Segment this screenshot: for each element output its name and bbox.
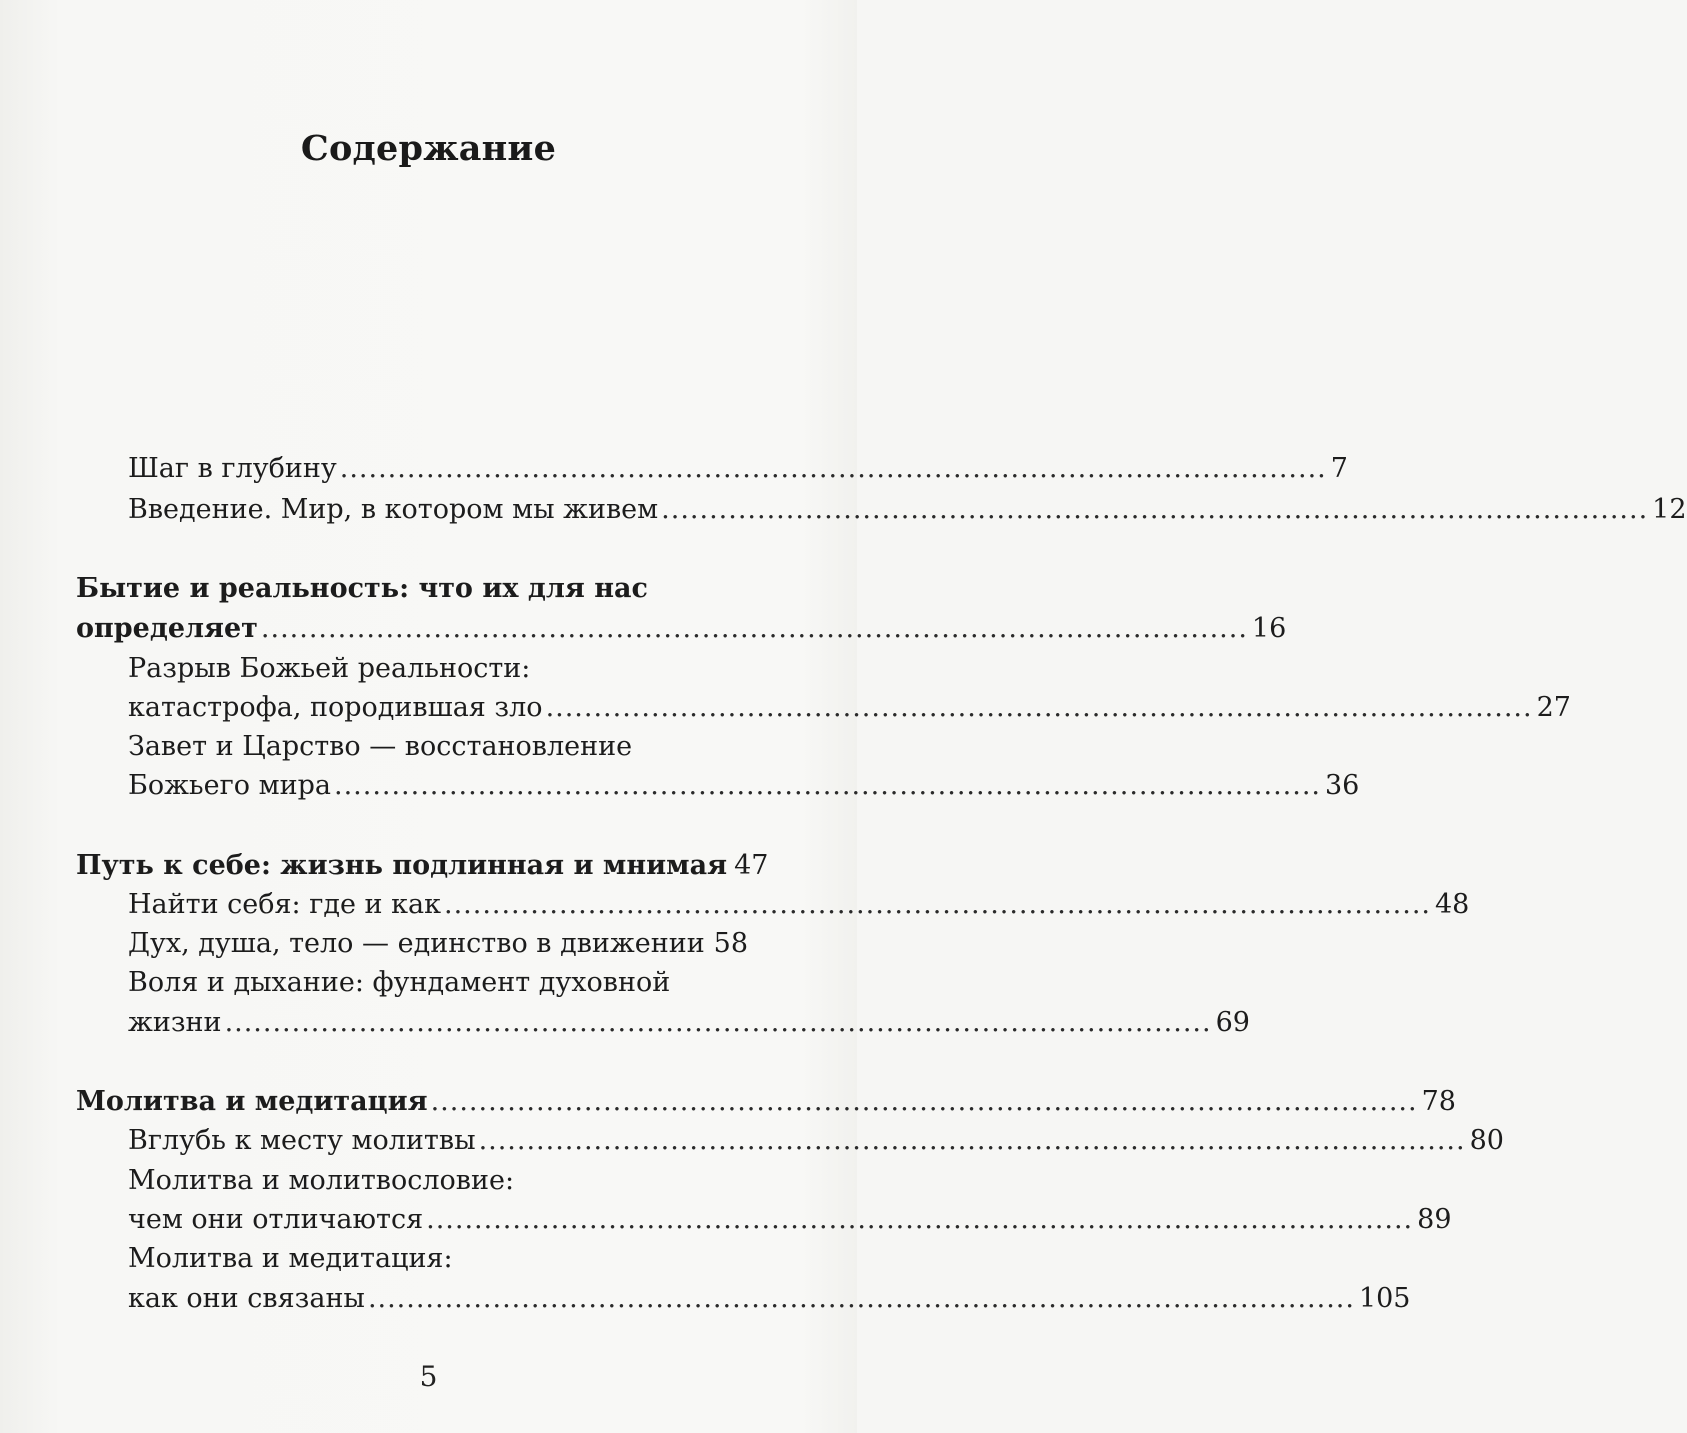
toc-section-title-line: Бытие и реальность: что их для нас	[76, 573, 648, 604]
toc-leader-dots: .......................................................................................................	[339, 453, 1327, 484]
toc-entry-page: 105	[1358, 1283, 1411, 1314]
toc-section-entry	[76, 1086, 1456, 1120]
toc-leader-dots: .......................................................................................................	[545, 692, 1533, 723]
toc-entry-page: 48	[1434, 889, 1470, 920]
toc-entry-page: 89	[1417, 1204, 1452, 1235]
toc-entry-title: как они связаны	[128, 1283, 365, 1314]
toc-leader-dots: .......................................................................................................	[260, 613, 1248, 644]
toc-leader-dots: .......................................................................................................	[426, 1204, 1414, 1235]
toc-entry-title: чем они отличаются	[128, 1204, 424, 1235]
toc-entry-title: Найти себя: где и как	[128, 889, 441, 920]
toc-entry-title-line: Разрыв Божьей реальности:	[128, 653, 531, 684]
toc-entry-title-line: Молитва и молитвословие:	[128, 1165, 515, 1196]
toc-entry	[128, 1283, 1411, 1317]
toc-leader-dots: .......................................................................................................	[224, 1007, 1212, 1038]
toc-entry-page: 12	[1652, 494, 1687, 525]
toc-leader-dots: .......................................................................................................	[478, 1125, 1466, 1156]
toc-entry-title: Путь к себе: жизнь подлинная и мнимая	[76, 850, 728, 881]
page-title: Содержание	[300, 128, 557, 169]
toc-leader-dots: .......................................................................................................	[367, 1283, 1355, 1314]
toc-entry-page: 36	[1324, 770, 1360, 801]
toc-entry-title-line: Завет и Царство — восстановление	[128, 731, 633, 762]
toc-entry-page: 27	[1536, 692, 1571, 723]
toc-entry-title: Вглубь к месту молитвы	[128, 1125, 476, 1156]
toc-entry-page: 58	[713, 928, 748, 959]
toc-entry-page: 47	[734, 850, 769, 881]
toc-entry	[128, 692, 1571, 726]
toc-section-entry	[76, 613, 1287, 647]
toc-entry-title-line: Молитва и медитация:	[128, 1243, 453, 1274]
toc-entry	[128, 1125, 1504, 1159]
toc-entry-title: жизни	[128, 1007, 222, 1038]
toc-leader-dots: .......................................................................................................	[443, 889, 1431, 920]
toc-entry-page: 78	[1421, 1086, 1456, 1117]
toc-entry-title: Шаг в глубину	[128, 453, 337, 484]
toc-entry	[128, 1007, 1250, 1041]
toc-entry	[128, 928, 748, 962]
toc-leader-dots: .......................................................................................................	[333, 770, 1321, 801]
toc-entry	[128, 889, 1470, 923]
toc-leader-dots: .......................................................................................................	[430, 1086, 1418, 1117]
toc-entry-title: Божьего мира	[128, 770, 331, 801]
toc-entry	[128, 770, 1360, 804]
page-number: 5	[419, 1360, 438, 1393]
toc-entry-title: определяет	[76, 613, 258, 644]
toc-entry-page: 16	[1251, 613, 1287, 644]
toc-entry-title-line: Воля и дыхание: фундамент духовной	[128, 967, 671, 998]
toc-entry-title: Введение. Мир, в котором мы живем	[128, 494, 659, 525]
toc-entry-page: 7	[1330, 453, 1348, 484]
toc-leader-dots: .......................................................................................................	[661, 494, 1649, 525]
toc-entry	[128, 453, 1348, 487]
toc-entry-title: катастрофа, породившая зло	[128, 692, 543, 723]
toc-leader-dots	[708, 928, 710, 960]
toc-section-entry	[76, 850, 769, 884]
toc-entry-page: 69	[1215, 1007, 1250, 1038]
toc-entry-page: 80	[1469, 1125, 1504, 1156]
toc-entry	[128, 1204, 1452, 1238]
toc-entry-title: Дух, душа, тело — единство в движении	[128, 928, 705, 959]
toc-entry	[128, 494, 1687, 528]
toc-entry-title: Молитва и медитация	[76, 1086, 428, 1117]
